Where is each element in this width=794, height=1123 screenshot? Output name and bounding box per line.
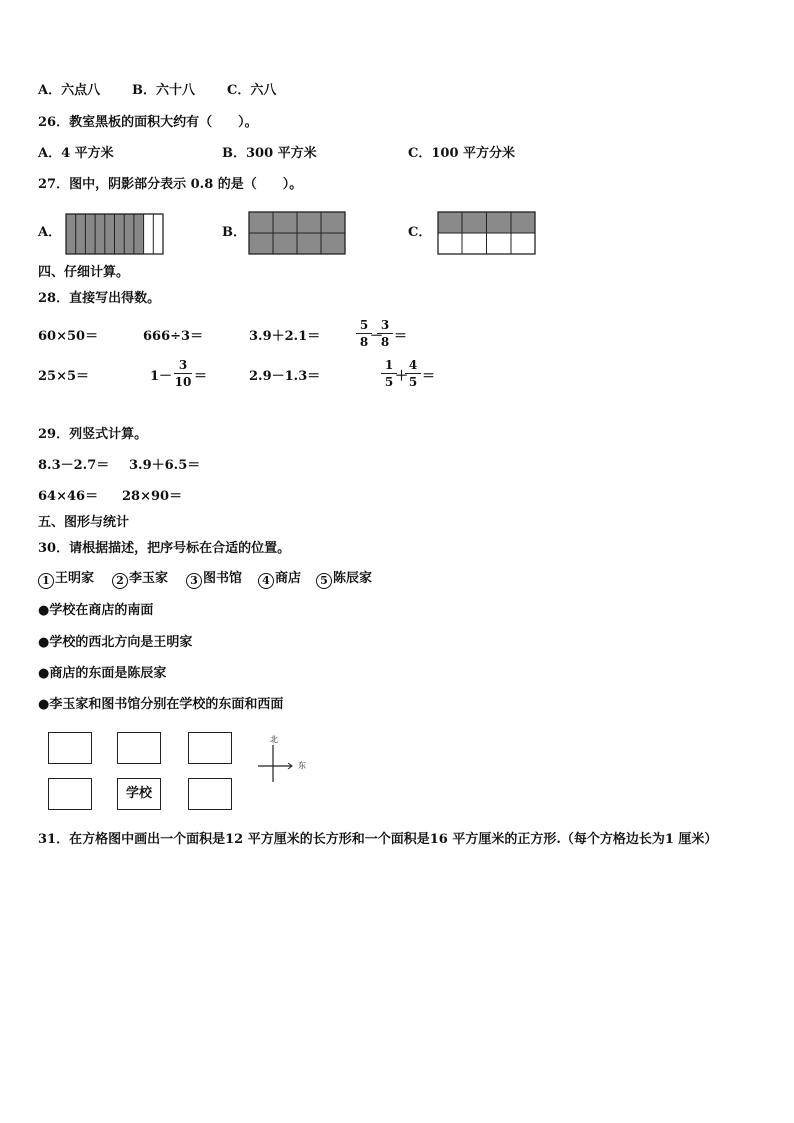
q25-option-c: C．六八: [227, 83, 277, 98]
q30-legend-4: 4 商店: [258, 571, 301, 589]
q28-expr-3: 3.9＋2.1＝: [249, 329, 321, 344]
q30-clue-3: ●商店的东面是陈辰家: [38, 666, 167, 681]
q28-expr-8-equals: ＝: [422, 369, 436, 384]
q31-stem: 31．在方格图中画出一个面积是12 平方厘米的长方形和一个面积是16 平方厘米的正方形.（每个方格边长为1 厘米）: [38, 832, 718, 847]
q28-expr-5: 25×5＝: [38, 369, 90, 384]
q30-legend-1: 1 王明家: [38, 571, 94, 589]
q26-option-c: C．100 平方分米: [408, 146, 516, 161]
q28-expr-4-fraction-2: 3 8: [377, 318, 393, 349]
q30-clue-4: ●李玉家和图书馆分别在学校的东面和西面: [38, 697, 284, 712]
q28-expr-4-fraction-1: 5 8: [356, 318, 372, 349]
q30-legend-3: 3 图书馆: [186, 571, 242, 589]
q30-legend-2: 2 李玉家: [112, 571, 168, 589]
q28-expr-6-fraction: 3 10: [174, 358, 192, 389]
compass-north-label: 北: [270, 735, 278, 744]
q25-option-a: A．六点八: [38, 83, 101, 98]
q28-expr-2: 666÷3＝: [143, 329, 204, 344]
map-box-school: 学校: [117, 778, 161, 810]
q28-expr-7: 2.9－1.3＝: [249, 369, 321, 384]
q28-stem: 28．直接写出得数。: [38, 291, 161, 306]
compass-east-label: 东: [298, 761, 306, 770]
q30-clue-2: ●学校的西北方向是王明家: [38, 635, 193, 650]
q28-expr-1: 60×50＝: [38, 329, 99, 344]
q26-stem: 26．教室黑板的面积大约有（ ）。: [38, 115, 258, 130]
q28-expr-6-prefix: 1－: [150, 369, 173, 384]
section-5-heading: 五、图形与统计: [38, 515, 130, 530]
q27-option-c: C．: [408, 225, 432, 240]
q28-expr-4-equals: ＝: [394, 329, 408, 344]
q26-option-a: A．4 平方米: [38, 146, 114, 161]
q27-option-a: A．: [38, 225, 62, 240]
q30-clue-1: ●学校在商店的南面: [38, 603, 154, 618]
q28-expr-8-operator: ＋: [395, 369, 409, 384]
q30-stem: 30．请根据描述，把序号标在合适的位置。: [38, 541, 291, 556]
q29-expr-4: 28×90＝: [122, 489, 183, 504]
q28-expr-6-equals: ＝: [194, 369, 208, 384]
section-4-heading: 四、仔细计算。: [38, 265, 130, 280]
q29-stem: 29．列竖式计算。: [38, 427, 148, 442]
q29-expr-3: 64×46＝: [38, 489, 99, 504]
q28-expr-4-operator: －: [370, 329, 384, 344]
q30-legend-5: 5 陈辰家: [316, 571, 372, 589]
q27-stem: 27．图中，阴影部分表示 0.8 的是（ ）。: [38, 177, 303, 192]
q26-option-b: B．300 平方米: [222, 146, 317, 161]
q25-option-b: B．六十八: [132, 83, 195, 98]
q29-expr-1: 8.3－2.7＝: [38, 458, 110, 473]
q28-expr-8-fraction-1: 1 5: [381, 358, 397, 389]
q27-option-b: B．: [222, 225, 246, 240]
q29-expr-2: 3.9＋6.5＝: [129, 458, 201, 473]
q28-expr-8-fraction-2: 4 5: [405, 358, 421, 389]
